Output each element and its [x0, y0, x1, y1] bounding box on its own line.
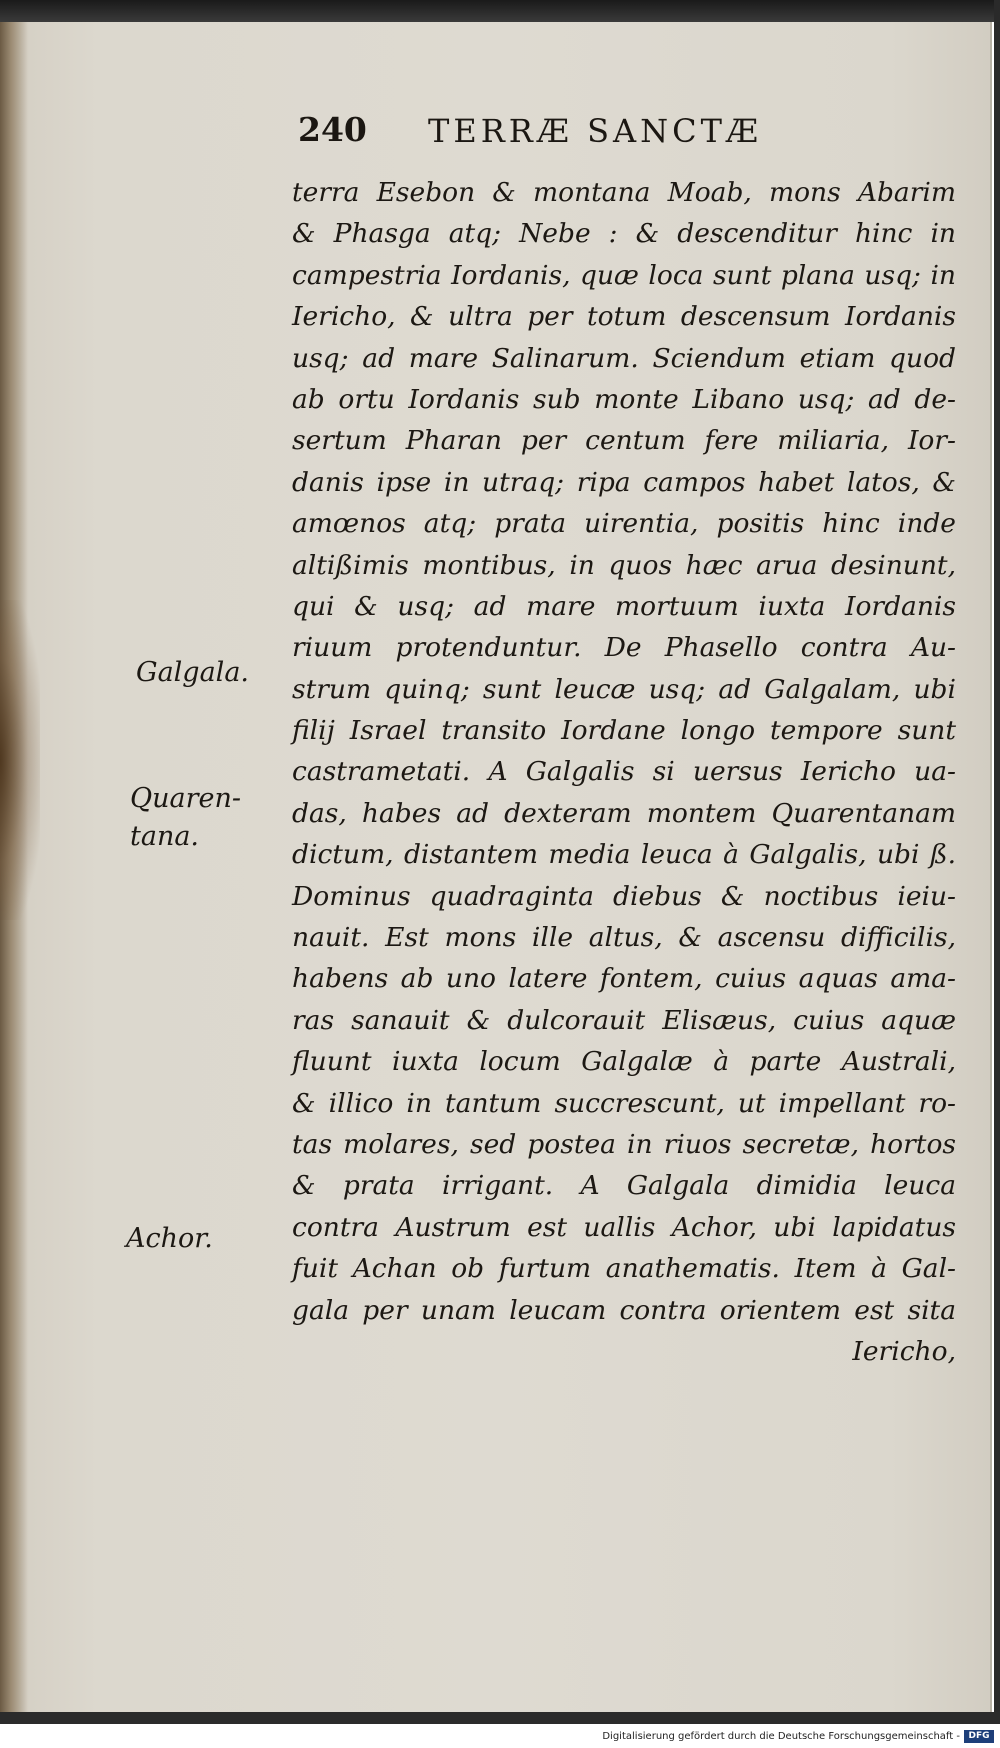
marginal-note-galgala: Galgala.: [136, 657, 249, 688]
book-right-edge: [994, 0, 1000, 1748]
book-bottom-edge: [0, 1712, 1000, 1724]
marginal-note-line: tana.: [130, 821, 200, 852]
page-number: 240: [298, 110, 367, 149]
marginal-note-line: Quaren-: [130, 783, 242, 814]
text-line: ras sanauit & dulcorauit Elisæus, cuius aquæ: [292, 1004, 956, 1036]
body-text: [292, 172, 956, 1372]
page-header: [298, 110, 948, 160]
text-line: contra Austrum est uallis Achor, ubi lapidatus: [292, 1211, 956, 1243]
text-line: gala per unam leucam contra orientem est sita: [292, 1294, 956, 1326]
book-top-edge: [0, 0, 1000, 22]
text-line: strum quinq; sunt leucæ usq; ad Galgalam, ubi: [292, 673, 956, 705]
text-line: filij Israel transito Iordane longo tempore sunt: [292, 715, 956, 747]
text-line: & illico in tantum succrescunt, ut impellant ro-: [292, 1087, 956, 1119]
funding-credit: Digitalisierung gefördert durch die Deutsche Forschungsgemeinschaft -: [602, 1731, 960, 1742]
text-line: tas molares, sed postea in riuos secretæ, hortos: [292, 1128, 956, 1160]
text-line: nauit. Est mons ille altus, & ascensu difficilis,: [292, 922, 956, 954]
text-line: habens ab uno latere fontem, cuius aquas ama-: [292, 963, 956, 995]
text-line: dictum, distantem media leuca à Galgalis, ubi ß.: [292, 839, 956, 871]
text-line: danis ipse in utraq; ripa campos habet latos, &: [292, 466, 956, 498]
text-line: castrametati. A Galgalis si uersus Iericho ua-: [292, 756, 956, 788]
text-line: das, habes ad dexteram montem Quarentanam: [292, 797, 956, 829]
page-stain: [0, 600, 40, 920]
text-line: qui & usq; ad mare mortuum iuxta Iordanis: [292, 590, 956, 622]
text-line: fuit Achan ob furtum anathematis. Item à Gal-: [292, 1253, 956, 1285]
text-line: campestria Iordanis, quæ loca sunt plana usq; in: [292, 259, 956, 291]
text-line: & Phasga atq; Nebe : & descenditur hinc in: [292, 218, 956, 250]
text-line: amœnos atq; prata uirentia, positis hinc inde: [292, 508, 956, 540]
dfg-logo: DFG: [964, 1730, 994, 1743]
marginal-note-achor: Achor.: [126, 1223, 213, 1254]
text-line: fluunt iuxta locum Galgalæ à parte Australi,: [292, 1046, 956, 1078]
text-line: Iericho, & ultra per totum descensum Iordanis: [292, 301, 956, 333]
marginal-note-quarentana: [130, 780, 241, 856]
text-line: & prata irrigant. A Galgala dimidia leuca: [292, 1170, 956, 1202]
text-line: sertum Pharan per centum fere miliaria, Ior-: [292, 425, 956, 457]
text-line: riuum protenduntur. De Phasello contra Au-: [292, 632, 956, 664]
running-title: TERRÆ SANCTÆ: [428, 112, 762, 150]
text-line: altißimis montibus, in quos hæc arua desinunt,: [292, 549, 956, 581]
catchword-line: Iericho,: [852, 1335, 956, 1367]
text-line: Dominus quadraginta diebus & noctibus ieiu-: [292, 880, 956, 912]
text-line: usq; ad mare Salinarum. Sciendum etiam quod: [292, 342, 956, 374]
text-line: terra Esebon & montana Moab, mons Abarim: [292, 177, 956, 208]
text-line: ab ortu Iordanis sub monte Libano usq; ad de-: [292, 383, 956, 415]
